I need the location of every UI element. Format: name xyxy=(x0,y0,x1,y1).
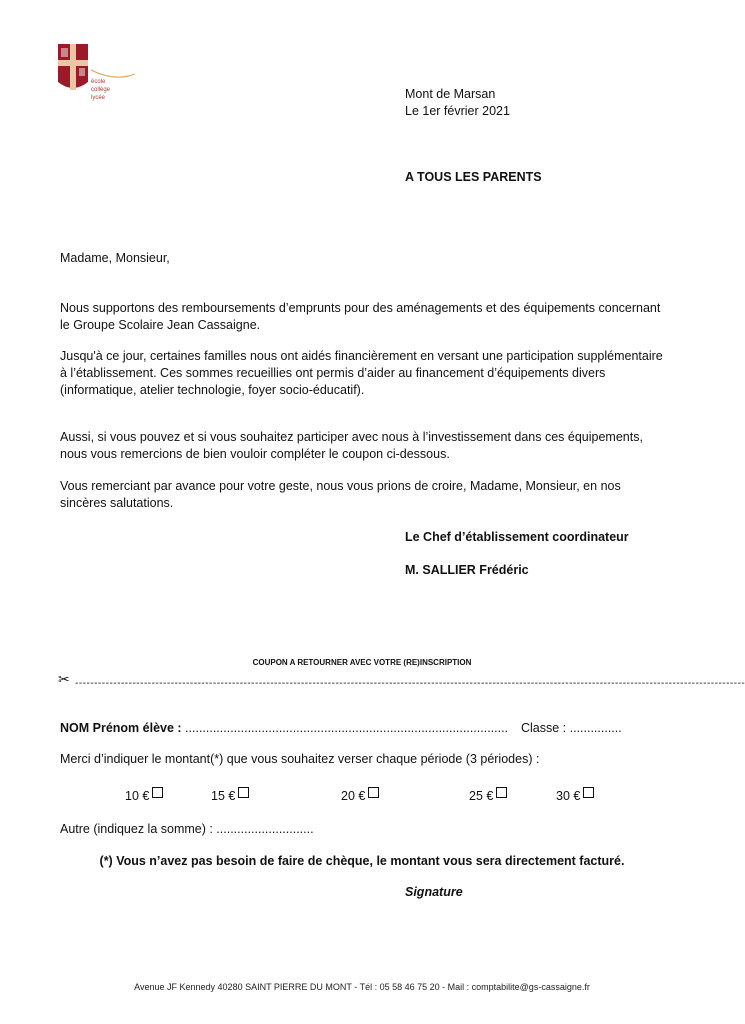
amount-label: 15 € xyxy=(211,789,236,803)
letter-paragraph: Aussi, si vous pouvez et si vous souhaitez participer avec nous à l’investissement dans ces équipements, nous vous remercions de bien vouloir compléter le coupon ci-dessous. xyxy=(60,430,643,461)
checkbox[interactable] xyxy=(238,787,249,798)
amount-option-10[interactable] xyxy=(125,787,163,805)
page-footer: Avenue JF Kennedy 40280 SAINT PIERRE DU MONT - Tél : 05 58 46 75 20 - Mail : comptabilite@gs-cassaigne.fr xyxy=(134,982,590,992)
amount-option-20[interactable] xyxy=(341,787,379,805)
signature-name: M. SALLIER Frédéric xyxy=(405,563,529,577)
cut-line: ------------------------------------------------------------------------------------------------------------------------------------------------------------------------------- xyxy=(75,678,745,689)
letter-date: Le 1er février 2021 xyxy=(405,104,510,118)
letter-salutation: Madame, Monsieur, xyxy=(60,251,170,265)
logo-text-line: collège xyxy=(91,87,111,93)
school-logo xyxy=(55,42,145,112)
signature-label: Signature xyxy=(405,885,463,899)
checkbox[interactable] xyxy=(368,787,379,798)
student-name-field[interactable] xyxy=(60,720,508,737)
letter-recipient: A TOUS LES PARENTS xyxy=(405,170,542,184)
checkbox[interactable] xyxy=(583,787,594,798)
amount-option-25[interactable] xyxy=(469,787,507,805)
signature-title: Le Chef d’établissement coordinateur xyxy=(405,530,629,544)
letter-paragraph: Jusqu'à ce jour, certaines familles nous ont aidés financièrement en versant une participation supplémentaire à l’établissement. Ces sommes recueillies ont permis d’aider au financement d’équipements divers (informatique, atelier technologie, foyer socio-éducatif). xyxy=(60,349,663,397)
checkbox[interactable] xyxy=(152,787,163,798)
amount-question: Merci d’indiquer le montant(*) que vous souhaitez verser chaque période (3 périodes) : xyxy=(60,752,540,766)
letter-city: Mont de Marsan xyxy=(405,87,496,101)
amount-label: 30 € xyxy=(556,789,581,803)
checkbox[interactable] xyxy=(496,787,507,798)
logo-text-line: école xyxy=(91,79,106,85)
student-name-dots: ............................................................................................. xyxy=(181,721,509,735)
amount-label: 25 € xyxy=(469,789,494,803)
other-amount-field[interactable]: Autre (indiquez la somme) : ............................ xyxy=(60,822,314,836)
amount-label: 20 € xyxy=(341,789,366,803)
letter-paragraph: Nous supportons des remboursements d’emprunts pour des aménagements et des équipements concernant le Groupe Scolaire Jean Cassaigne. xyxy=(60,301,661,332)
amount-option-15[interactable] xyxy=(211,787,249,805)
letter-paragraph: Vous remerciant par avance pour votre geste, nous vous prions de croire, Madame, Monsieur, en nos sincères salutations. xyxy=(60,479,621,510)
amount-label: 10 € xyxy=(125,789,150,803)
scissors-icon: ✂ xyxy=(58,671,70,687)
class-field[interactable]: Classe : ............... xyxy=(521,721,622,735)
billing-note: (*) Vous n’avez pas besoin de faire de chèque, le montant vous sera directement facturé. xyxy=(99,854,625,868)
logo-text-line: lycée xyxy=(91,95,106,101)
student-name-label: NOM Prénom élève : xyxy=(60,721,182,735)
coupon-title: COUPON A RETOURNER AVEC VOTRE (RE)INSCRIPTION xyxy=(252,658,472,667)
amount-option-30[interactable] xyxy=(556,787,594,805)
